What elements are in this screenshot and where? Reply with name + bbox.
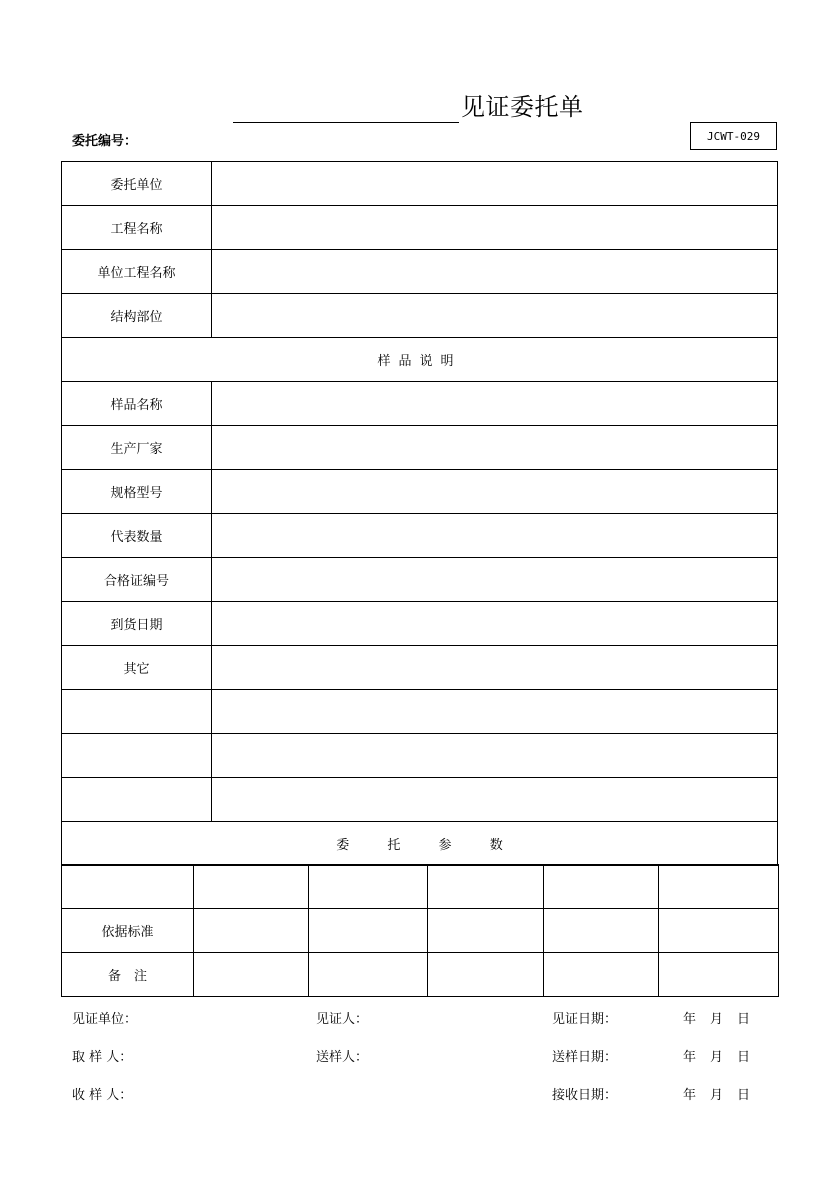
row-label: 其它 xyxy=(62,646,212,690)
witness-date-label: 见证日期： xyxy=(552,1012,618,1027)
value-field[interactable] xyxy=(212,778,778,822)
param-cell[interactable] xyxy=(659,865,779,909)
table-row xyxy=(62,734,778,778)
param-cell[interactable] xyxy=(309,909,428,953)
value-field[interactable] xyxy=(212,250,778,294)
value-field[interactable] xyxy=(212,294,778,338)
value-field[interactable] xyxy=(212,690,778,734)
year-label: 年 xyxy=(683,1012,697,1027)
value-field[interactable] xyxy=(212,470,778,514)
value-field[interactable] xyxy=(212,206,778,250)
table-row xyxy=(62,294,778,338)
table-row xyxy=(62,865,779,909)
value-field[interactable] xyxy=(212,734,778,778)
row-label xyxy=(62,734,212,778)
row-label: 备 注 xyxy=(62,953,194,997)
send-date-label: 送样日期： xyxy=(552,1050,618,1065)
value-field[interactable] xyxy=(212,558,778,602)
sender-label: 送样人： xyxy=(316,1050,369,1065)
day-label: 日 xyxy=(737,1050,751,1065)
row-label: 合格证编号 xyxy=(62,558,212,602)
row-label: 工程名称 xyxy=(62,206,212,250)
page-title: 见证委托单 xyxy=(461,93,584,121)
table-row xyxy=(62,646,778,690)
entrust-form-table xyxy=(61,161,778,866)
params-table xyxy=(61,864,779,997)
row-label: 样品名称 xyxy=(62,382,212,426)
table-row xyxy=(62,206,778,250)
value-field[interactable] xyxy=(212,514,778,558)
section-header-row xyxy=(62,822,778,866)
table-row xyxy=(62,558,778,602)
receive-date-label: 接收日期： xyxy=(552,1088,618,1103)
param-cell[interactable] xyxy=(194,909,309,953)
param-cell[interactable] xyxy=(428,909,544,953)
row-label: 规格型号 xyxy=(62,470,212,514)
param-cell[interactable] xyxy=(194,865,309,909)
receiver-label: 收 样 人： xyxy=(72,1088,133,1103)
value-field[interactable] xyxy=(212,162,778,206)
params-section-title: 委 托 参 数 xyxy=(62,822,778,866)
row-label: 生产厂家 xyxy=(62,426,212,470)
row-label: 依据标准 xyxy=(62,909,194,953)
form-code: JCWT-029 xyxy=(707,129,760,143)
table-row xyxy=(62,909,779,953)
row-label: 代表数量 xyxy=(62,514,212,558)
param-cell[interactable] xyxy=(544,865,659,909)
row-label: 委托单位 xyxy=(62,162,212,206)
table-row xyxy=(62,382,778,426)
table-row xyxy=(62,778,778,822)
table-row xyxy=(62,426,778,470)
section-header-row xyxy=(62,338,778,382)
row-label: 单位工程名称 xyxy=(62,250,212,294)
value-field[interactable] xyxy=(212,426,778,470)
row-label xyxy=(62,865,194,909)
table-row xyxy=(62,690,778,734)
value-field[interactable] xyxy=(212,602,778,646)
param-cell[interactable] xyxy=(544,909,659,953)
witness-unit-label: 见证单位： xyxy=(72,1012,138,1027)
param-cell[interactable] xyxy=(659,909,779,953)
form-code-box xyxy=(690,122,777,150)
table-row xyxy=(62,514,778,558)
year-label: 年 xyxy=(683,1050,697,1065)
param-cell[interactable] xyxy=(428,953,544,997)
table-row xyxy=(62,470,778,514)
param-cell[interactable] xyxy=(309,865,428,909)
row-label xyxy=(62,778,212,822)
row-label xyxy=(62,690,212,734)
month-label: 月 xyxy=(710,1012,724,1027)
param-cell[interactable] xyxy=(659,953,779,997)
entrust-number-label: 委托编号： xyxy=(72,134,138,149)
param-cell[interactable] xyxy=(194,953,309,997)
row-label: 结构部位 xyxy=(62,294,212,338)
table-row xyxy=(62,250,778,294)
month-label: 月 xyxy=(710,1050,724,1065)
param-cell[interactable] xyxy=(428,865,544,909)
param-cell[interactable] xyxy=(544,953,659,997)
sample-section-title: 样品说明 xyxy=(62,338,778,382)
witness-person-label: 见证人： xyxy=(316,1012,369,1027)
year-label: 年 xyxy=(683,1088,697,1103)
param-cell[interactable] xyxy=(309,953,428,997)
value-field[interactable] xyxy=(212,382,778,426)
month-label: 月 xyxy=(710,1088,724,1103)
row-label: 到货日期 xyxy=(62,602,212,646)
sampler-label: 取 样 人： xyxy=(72,1050,133,1065)
day-label: 日 xyxy=(737,1012,751,1027)
title-underline xyxy=(233,122,459,123)
day-label: 日 xyxy=(737,1088,751,1103)
table-row xyxy=(62,602,778,646)
value-field[interactable] xyxy=(212,646,778,690)
table-row xyxy=(62,953,779,997)
table-row xyxy=(62,162,778,206)
